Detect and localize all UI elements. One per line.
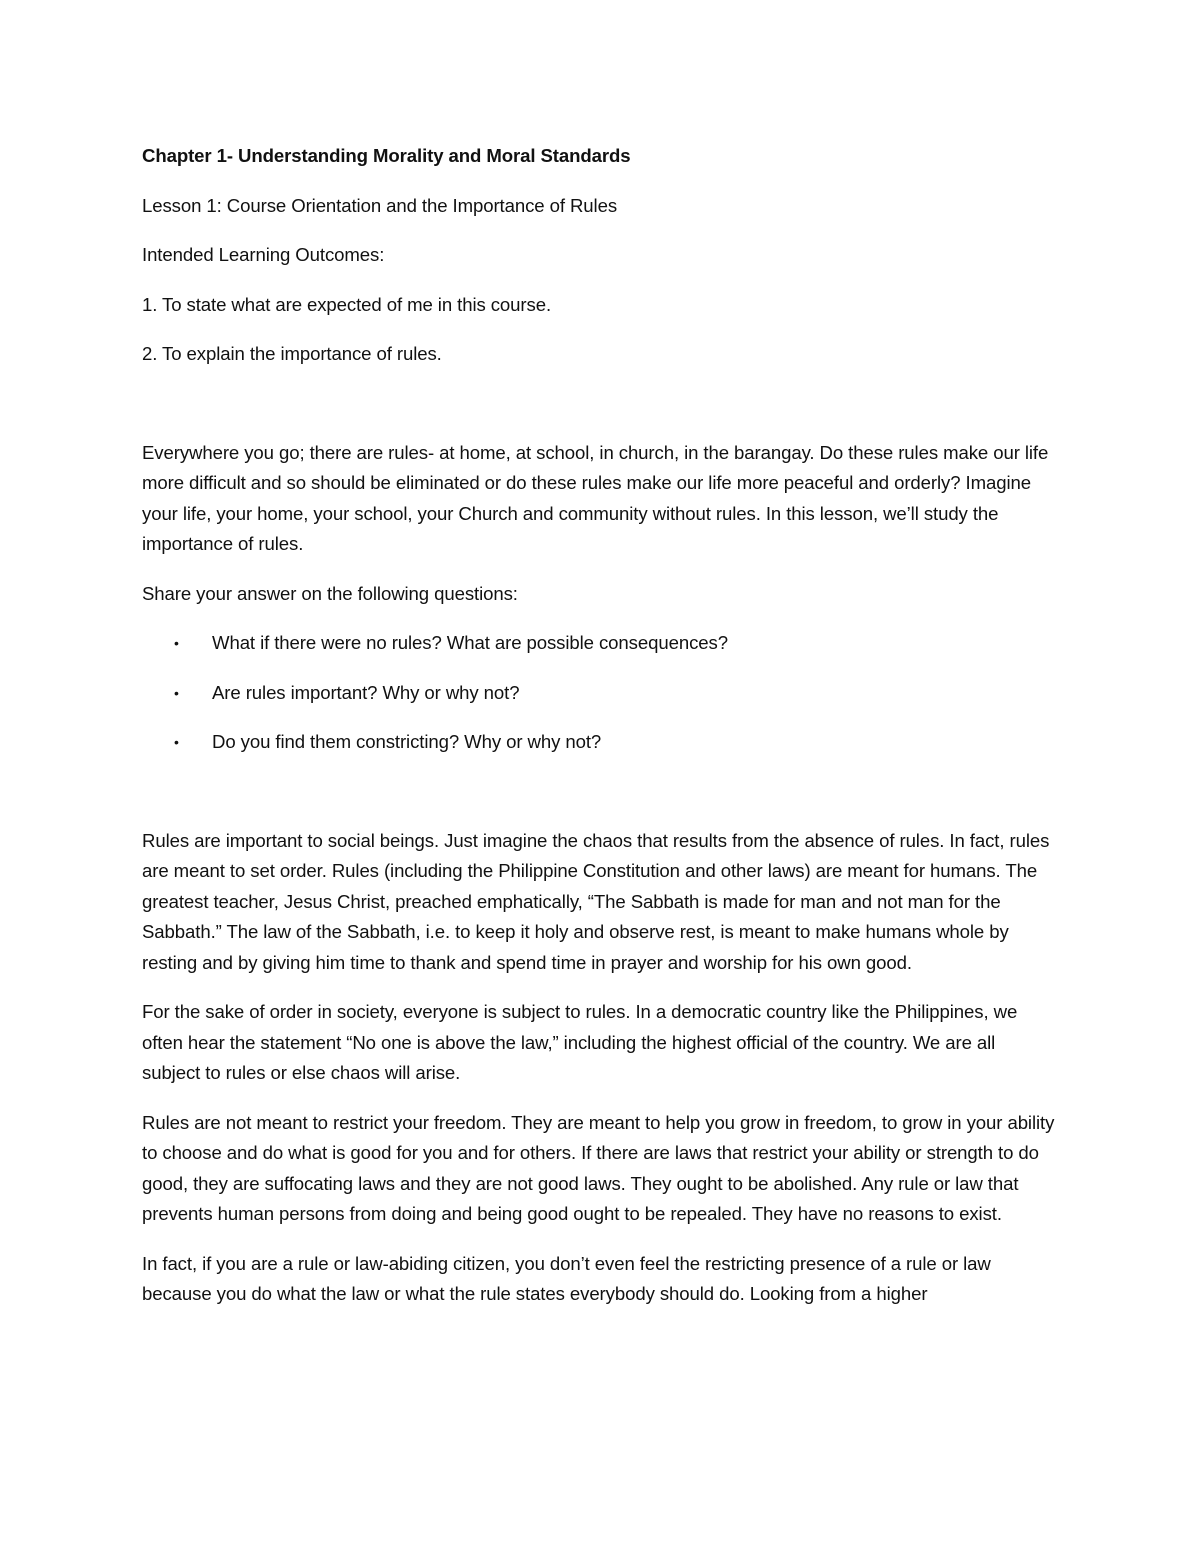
outcome-item: 1. To state what are expected of me in this course. xyxy=(142,293,552,315)
question-text: What if there were no rules? What are possible consequences? xyxy=(212,632,728,653)
bullet-icon: • xyxy=(174,635,179,651)
outcomes-heading: Intended Learning Outcomes: xyxy=(142,244,385,265)
body-paragraph: Rules are not meant to restrict your freedom. They are meant to help you grow in freedom, to grow in your ability to choose and do what is good for you and for others. If there are laws that restrict your ability or strength to do good, they are suffocating laws and they are not good laws. They ought to be abolished. Any rule or law that prevents human persons from doing and being good ought to be repealed. They have no reasons to exist. xyxy=(142,1111,1055,1224)
question-item xyxy=(142,727,1058,758)
question-item xyxy=(142,678,1058,709)
questions-heading: Share your answer on the following questions: xyxy=(142,582,518,604)
body-paragraph: In fact, if you are a rule or law-abiding citizen, you don’t even feel the restricting presence of a rule or law because you do what the law or what the rule states everybody should do. Looking from a higher xyxy=(142,1252,991,1304)
bullet-icon: • xyxy=(174,684,179,701)
chapter-title: Chapter 1- Understanding Morality and Moral Standards xyxy=(142,145,631,166)
lesson-title: Lesson 1: Course Orientation and the Importance of Rules xyxy=(142,194,618,216)
document-body xyxy=(142,141,1058,1310)
question-item xyxy=(142,628,1058,659)
body-paragraph: For the sake of order in society, everyone is subject to rules. In a democratic country like the Philippines, we often hear the statement “No one is above the law,” including the highest official of the country. We are all subject to rules or else chaos will arise. xyxy=(142,1001,1018,1083)
question-text: Are rules important? Why or why not? xyxy=(212,681,520,703)
body-paragraph: Rules are important to social beings. Just imagine the chaos that results from the absence of rules. In fact, rules are meant to set order. Rules (including the Philippine Constitution and other laws) are meant for humans. The greatest teacher, Jesus Christ, preached emphatically, “The Sabbath is made for man and not man for the Sabbath.” The law of the Sabbath, i.e. to keep it holy and observe rest, is meant to make humans whole by resting and by giving him time to thank and spend time in prayer and worship for his own good. xyxy=(142,829,1050,973)
intro-paragraph: Everywhere you go; there are rules- at home, at school, in church, in the barangay. Do these rules make our life more difficult and so should be eliminated or do these rules make our life more peaceful and orderly? Imagine your life, your home, your school, your Church and community without rules. In this lesson, we’ll study the importance of rules. xyxy=(142,441,1049,554)
outcome-item: 2. To explain the importance of rules. xyxy=(142,343,442,364)
question-list xyxy=(142,628,1058,758)
bullet-icon: • xyxy=(174,734,179,750)
question-text: Do you find them constricting? Why or why not? xyxy=(212,731,602,752)
